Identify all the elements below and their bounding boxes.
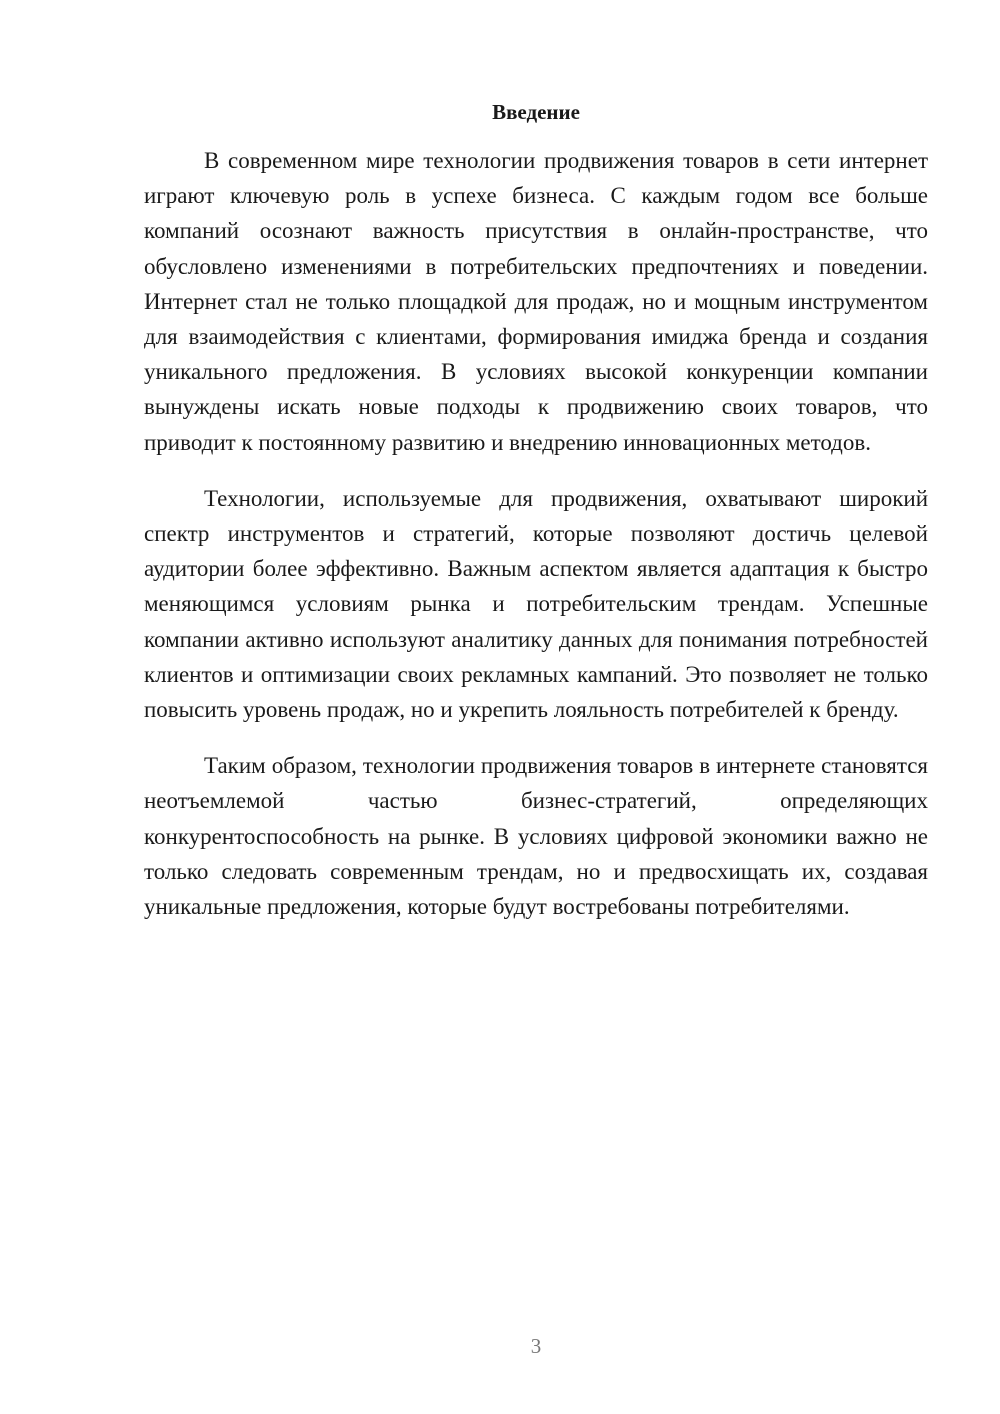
paragraph-2: Технологии, используемые для продвижения, охватывают широкий спектр инструментов и стратегий, которые позволяют достичь целевой аудитории более эффективно. Важным аспектом является адаптация к быстро меняющимся условиям рынка и потребительским трендам. Успешные компании активно используют аналитику данных для понимания потребностей клиентов и оптимизации своих рекламных кампаний. Это позволяет не только повысить уровень продаж, но и укрепить лояльность потребителей к бренду. (144, 485, 928, 723)
section-title: Введение (492, 100, 580, 124)
paragraph-1: В современном мире технологии продвижения товаров в сети интернет играют ключевую роль в успехе бизнеса. С каждым годом все больше компаний осознают важность присутствия в онлайн-пространстве, что обусловлено изменениями в потребительских предпочтениях и поведении. Интернет стал не только площадкой для продаж, но и мощным инструментом для взаимодействия с клиентами, формирования имиджа бренда и создания уникального предложения. В условиях высокой конкуренции компании вынуждены искать новые подходы к продвижению своих товаров, что приводит к постоянному развитию и внедрению инновационных методов. (144, 148, 928, 455)
paragraph-3: Таким образом, технологии продвижения товаров в интернете становятся неотъемлемой частью бизнес-стратегий, определяющих конкурентоспособность на рынке. В условиях цифровой экономики важно не только следовать современным трендам, но и предвосхищать их, создавая уникальные предложения, которые будут востребованы потребителями. (144, 753, 928, 920)
page-number: 3 (530, 1334, 542, 1358)
body-text (144, 143, 928, 945)
